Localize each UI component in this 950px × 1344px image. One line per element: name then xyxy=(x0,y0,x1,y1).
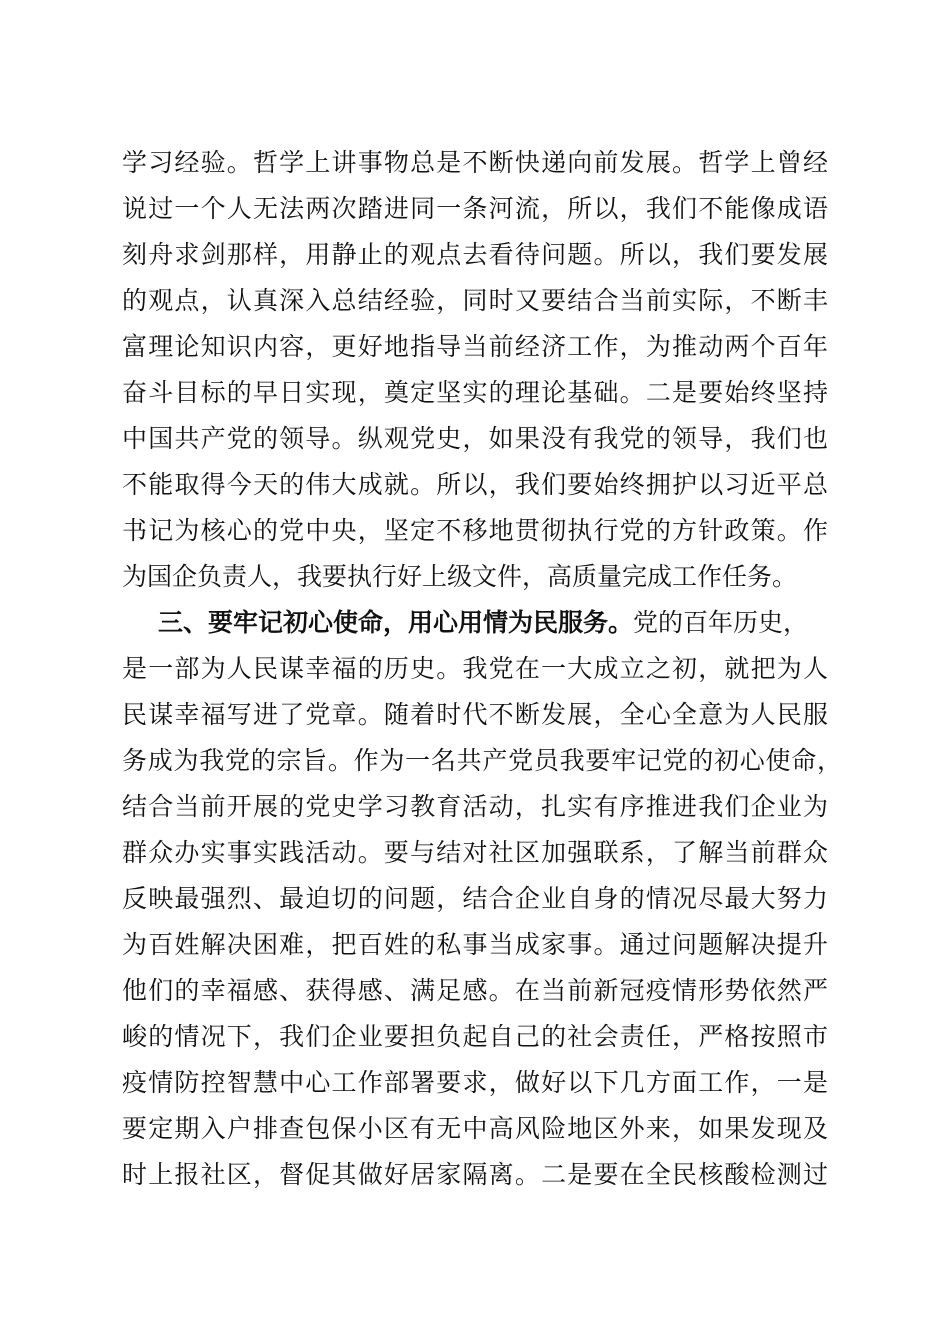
paragraph-2-line: 时上报社区，督促其做好居家隔离。二是要在全民核酸检测过 xyxy=(122,1160,828,1189)
paragraph-2-line: 他们的幸福感、获得感、满足感。在当前新冠疫情形势依然严 xyxy=(122,976,828,1005)
paragraph-2-line: 为百姓解决困难，把百姓的私事当成家事。通过问题解决提升 xyxy=(122,930,828,959)
paragraph-1-last-line: 为国企负责人，我要执行好上级文件，高质量完成工作任务。 xyxy=(122,562,798,591)
paragraph-1-line: 的观点，认真深入总结经验，同时又要结合当前实际，不断丰 xyxy=(122,286,828,315)
paragraph-2-line: 要定期入户排查包保小区有无中高风险地区外来，如果发现及 xyxy=(122,1114,828,1143)
paragraph-1-line: 不能取得今天的伟大成就。所以，我们要始终拥护以习近平总 xyxy=(122,470,828,499)
paragraph-2-line: 反映最强烈、最迫切的问题，结合企业自身的情况尽最大努力 xyxy=(122,884,828,913)
paragraph-2-line: 疫情防控智慧中心工作部署要求，做好以下几方面工作，一是 xyxy=(122,1068,828,1097)
paragraph-2-line: 是一部为人民谋幸福的历史。我党在一大成立之初，就把为人 xyxy=(122,654,828,683)
paragraph-1-line: 书记为核心的党中央，坚定不移地贯彻执行党的方针政策。作 xyxy=(122,516,828,545)
paragraph-2-line: 务成为我党的宗旨。作为一名共产党员我要牢记党的初心使命， xyxy=(122,746,842,775)
paragraph-1-line: 学习经验。哲学上讲事物总是不断快递向前发展。哲学上曾经 xyxy=(122,148,828,177)
paragraph-1-line: 说过一个人无法两次踏进同一条河流，所以，我们不能像成语 xyxy=(122,194,828,223)
paragraph-2-first-line-text: 党的百年历史， xyxy=(633,608,809,637)
paragraph-1-line: 中国共产党的领导。纵观党史，如果没有我党的领导，我们也 xyxy=(122,424,828,453)
paragraph-1-line: 刻舟求剑那样，用静止的观点去看待问题。所以，我们要发展 xyxy=(122,240,828,269)
paragraph-2-line: 群众办实事实践活动。要与结对社区加强联系，了解当前群众 xyxy=(122,838,828,867)
paragraph-2-line: 民谋幸福写进了党章。随着时代不断发展，全心全意为人民服 xyxy=(122,700,828,729)
paragraph-2-first-line xyxy=(158,600,828,646)
paragraph-2-line: 结合当前开展的党史学习教育活动，扎实有序推进我们企业为 xyxy=(122,792,828,821)
paragraph-1-line: 富理论知识内容，更好地指导当前经济工作，为推动两个百年 xyxy=(122,332,828,361)
section-heading: 三、要牢记初心使命，用心用情为民服务。 xyxy=(158,608,634,637)
paragraph-2-line: 峻的情况下，我们企业要担负起自己的社会责任，严格按照市 xyxy=(122,1022,828,1051)
paragraph-1-line: 奋斗目标的早日实现，奠定坚实的理论基础。二是要始终坚持 xyxy=(122,378,828,407)
